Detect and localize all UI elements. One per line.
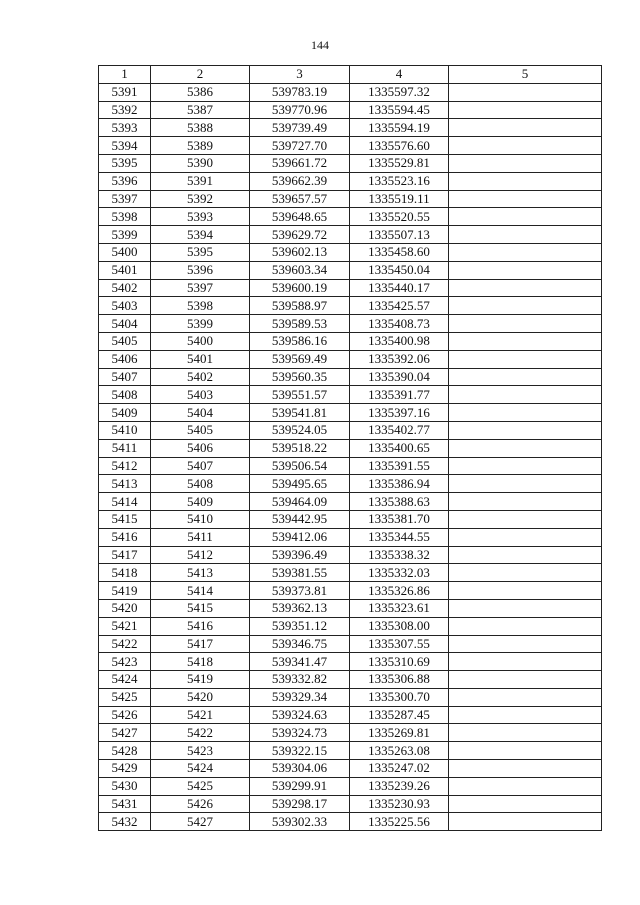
table-cell: 5402	[99, 279, 151, 297]
table-cell: 5409	[151, 493, 250, 511]
table-cell	[449, 742, 602, 760]
table-cell: 5402	[151, 368, 250, 386]
table-cell: 5392	[99, 101, 151, 119]
table-row	[99, 404, 602, 422]
table-cell: 5425	[99, 688, 151, 706]
table-row	[99, 190, 602, 208]
table-row	[99, 760, 602, 778]
table-cell: 539600.19	[250, 279, 350, 297]
table-cell: 5421	[99, 617, 151, 635]
table-row	[99, 368, 602, 386]
table-cell: 1335332.03	[350, 564, 449, 582]
table-cell: 1335391.77	[350, 386, 449, 404]
table-cell: 539495.65	[250, 475, 350, 493]
table-cell: 5400	[99, 243, 151, 261]
table-cell: 539661.72	[250, 154, 350, 172]
table-cell	[449, 332, 602, 350]
table-cell: 1335310.69	[350, 653, 449, 671]
table-cell: 1335529.81	[350, 154, 449, 172]
table-cell	[449, 421, 602, 439]
table-cell: 5396	[99, 172, 151, 190]
table-cell: 5416	[151, 617, 250, 635]
table-cell	[449, 528, 602, 546]
table-cell: 5408	[99, 386, 151, 404]
table-cell	[449, 724, 602, 742]
table-cell: 5407	[99, 368, 151, 386]
table-cell: 5397	[151, 279, 250, 297]
table-cell: 539412.06	[250, 528, 350, 546]
table-row	[99, 635, 602, 653]
table-cell: 5404	[151, 404, 250, 422]
table-cell: 1335307.55	[350, 635, 449, 653]
table-cell: 1335402.77	[350, 421, 449, 439]
table-cell: 539373.81	[250, 582, 350, 600]
table-cell	[449, 208, 602, 226]
table-cell	[449, 813, 602, 831]
table-cell: 539551.57	[250, 386, 350, 404]
table-cell: 539603.34	[250, 261, 350, 279]
table-cell	[449, 386, 602, 404]
table-cell: 539739.49	[250, 119, 350, 137]
table-cell: 539346.75	[250, 635, 350, 653]
table-cell	[449, 760, 602, 778]
table-cell: 5415	[99, 510, 151, 528]
table-cell: 5422	[151, 724, 250, 742]
table-cell	[449, 688, 602, 706]
table-cell	[449, 368, 602, 386]
table-cell	[449, 154, 602, 172]
table-cell: 5427	[99, 724, 151, 742]
table-cell: 5429	[99, 760, 151, 778]
table-cell: 1335594.19	[350, 119, 449, 137]
table-cell: 539351.12	[250, 617, 350, 635]
table-cell: 539341.47	[250, 653, 350, 671]
table-cell: 5399	[151, 315, 250, 333]
column-header: 5	[449, 66, 602, 84]
table-cell	[449, 546, 602, 564]
table-cell: 5425	[151, 777, 250, 795]
column-header: 1	[99, 66, 151, 84]
table-cell: 1335287.45	[350, 706, 449, 724]
table-row	[99, 386, 602, 404]
table-row	[99, 724, 602, 742]
table-cell: 5393	[99, 119, 151, 137]
table-cell: 5411	[99, 439, 151, 457]
table-cell: 5423	[99, 653, 151, 671]
table-cell: 1335263.08	[350, 742, 449, 760]
table-cell: 1335576.60	[350, 137, 449, 155]
table-row	[99, 742, 602, 760]
table-cell: 539518.22	[250, 439, 350, 457]
table-cell: 5389	[151, 137, 250, 155]
table-cell: 5395	[151, 243, 250, 261]
table-cell: 5388	[151, 119, 250, 137]
table-cell: 1335326.86	[350, 582, 449, 600]
table-cell	[449, 119, 602, 137]
table-cell: 1335400.98	[350, 332, 449, 350]
table-cell: 539560.35	[250, 368, 350, 386]
table-cell: 5413	[99, 475, 151, 493]
table-cell: 1335597.32	[350, 83, 449, 101]
table-cell: 1335408.73	[350, 315, 449, 333]
table-cell: 539662.39	[250, 172, 350, 190]
table-cell	[449, 510, 602, 528]
table-cell: 5414	[151, 582, 250, 600]
table-cell: 5393	[151, 208, 250, 226]
table-cell: 539299.91	[250, 777, 350, 795]
table-row	[99, 688, 602, 706]
table-cell: 5406	[99, 350, 151, 368]
table-row	[99, 137, 602, 155]
table-cell: 1335338.32	[350, 546, 449, 564]
table-cell: 539602.13	[250, 243, 350, 261]
table-cell: 5386	[151, 83, 250, 101]
table-cell: 5407	[151, 457, 250, 475]
table-cell: 1335397.16	[350, 404, 449, 422]
table-cell: 1335306.88	[350, 671, 449, 689]
table-cell: 5416	[99, 528, 151, 546]
table-cell: 5414	[99, 493, 151, 511]
table-cell: 539569.49	[250, 350, 350, 368]
table-cell: 539586.16	[250, 332, 350, 350]
table-cell: 5430	[99, 777, 151, 795]
table-cell	[449, 635, 602, 653]
table-cell: 5415	[151, 599, 250, 617]
table-row	[99, 528, 602, 546]
table-cell: 5401	[151, 350, 250, 368]
table-cell: 539524.05	[250, 421, 350, 439]
table-cell	[449, 315, 602, 333]
table-cell: 5398	[99, 208, 151, 226]
table-cell	[449, 404, 602, 422]
table-cell: 1335507.13	[350, 226, 449, 244]
table-row	[99, 653, 602, 671]
table-cell: 539783.19	[250, 83, 350, 101]
table-cell	[449, 564, 602, 582]
table-cell: 539442.95	[250, 510, 350, 528]
table-row	[99, 119, 602, 137]
column-header: 2	[151, 66, 250, 84]
table-row	[99, 777, 602, 795]
table-cell: 1335323.61	[350, 599, 449, 617]
table-cell	[449, 582, 602, 600]
table-cell: 5420	[99, 599, 151, 617]
table-cell	[449, 226, 602, 244]
table-cell	[449, 297, 602, 315]
table-row	[99, 226, 602, 244]
table-row	[99, 582, 602, 600]
table-cell: 539322.15	[250, 742, 350, 760]
table-cell: 539464.09	[250, 493, 350, 511]
table-row	[99, 208, 602, 226]
table-cell: 1335344.55	[350, 528, 449, 546]
table-row	[99, 564, 602, 582]
table-cell: 5391	[99, 83, 151, 101]
table-cell: 539629.72	[250, 226, 350, 244]
table-cell	[449, 475, 602, 493]
table-cell: 1335388.63	[350, 493, 449, 511]
table-cell: 539648.65	[250, 208, 350, 226]
table-cell	[449, 706, 602, 724]
table-cell: 5403	[151, 386, 250, 404]
table-cell: 539541.81	[250, 404, 350, 422]
table-cell: 1335230.93	[350, 795, 449, 813]
table-cell	[449, 243, 602, 261]
table-cell: 539324.63	[250, 706, 350, 724]
table-cell: 5426	[151, 795, 250, 813]
table-cell: 5391	[151, 172, 250, 190]
table-row	[99, 439, 602, 457]
table-row	[99, 510, 602, 528]
table-cell: 1335519.11	[350, 190, 449, 208]
table-cell: 539302.33	[250, 813, 350, 831]
table-row	[99, 599, 602, 617]
table-cell: 1335520.55	[350, 208, 449, 226]
table-cell: 5406	[151, 439, 250, 457]
table-row	[99, 350, 602, 368]
table-cell: 1335390.04	[350, 368, 449, 386]
coordinates-table	[98, 65, 602, 831]
table-cell: 1335308.00	[350, 617, 449, 635]
table-cell: 539657.57	[250, 190, 350, 208]
table-cell: 5397	[99, 190, 151, 208]
table-cell	[449, 83, 602, 101]
table-cell: 539329.34	[250, 688, 350, 706]
table-row	[99, 101, 602, 119]
table-cell: 1335247.02	[350, 760, 449, 778]
table-cell: 5390	[151, 154, 250, 172]
table-cell: 5412	[151, 546, 250, 564]
table-row	[99, 421, 602, 439]
table-row	[99, 315, 602, 333]
table-cell: 1335300.70	[350, 688, 449, 706]
table-cell: 1335391.55	[350, 457, 449, 475]
table-cell: 1335386.94	[350, 475, 449, 493]
table-cell: 1335523.16	[350, 172, 449, 190]
table-cell: 1335269.81	[350, 724, 449, 742]
table-cell: 5426	[99, 706, 151, 724]
table-row	[99, 457, 602, 475]
table-cell: 5387	[151, 101, 250, 119]
table-row	[99, 546, 602, 564]
table-cell: 539324.73	[250, 724, 350, 742]
table-row	[99, 243, 602, 261]
table-cell	[449, 671, 602, 689]
table-cell: 5423	[151, 742, 250, 760]
column-header: 3	[250, 66, 350, 84]
table-cell: 5392	[151, 190, 250, 208]
table-cell: 5424	[151, 760, 250, 778]
table-cell: 5394	[99, 137, 151, 155]
table-cell: 5399	[99, 226, 151, 244]
column-header: 4	[350, 66, 449, 84]
table-cell: 5419	[99, 582, 151, 600]
table-row	[99, 671, 602, 689]
table-cell: 1335450.04	[350, 261, 449, 279]
table-cell: 539589.53	[250, 315, 350, 333]
table-cell: 5422	[99, 635, 151, 653]
table-cell: 5398	[151, 297, 250, 315]
table-cell: 1335425.57	[350, 297, 449, 315]
table-cell	[449, 137, 602, 155]
table-cell: 5428	[99, 742, 151, 760]
table-cell: 5420	[151, 688, 250, 706]
table-cell: 5412	[99, 457, 151, 475]
table-cell: 5410	[151, 510, 250, 528]
table-cell: 1335400.65	[350, 439, 449, 457]
table-cell: 1335381.70	[350, 510, 449, 528]
page-number: 144	[311, 38, 329, 52]
table-row	[99, 475, 602, 493]
table-cell: 5405	[99, 332, 151, 350]
table-cell: 539332.82	[250, 671, 350, 689]
table-cell: 5418	[151, 653, 250, 671]
table-cell: 5396	[151, 261, 250, 279]
table-row	[99, 617, 602, 635]
table-row	[99, 172, 602, 190]
table-cell: 5394	[151, 226, 250, 244]
table-cell	[449, 279, 602, 297]
table-cell	[449, 101, 602, 119]
table-cell: 5417	[99, 546, 151, 564]
table-cell: 5418	[99, 564, 151, 582]
table-row	[99, 279, 602, 297]
table-cell: 1335458.60	[350, 243, 449, 261]
table-cell: 539770.96	[250, 101, 350, 119]
table-cell: 1335392.06	[350, 350, 449, 368]
table-cell: 539506.54	[250, 457, 350, 475]
table-cell: 5410	[99, 421, 151, 439]
table-cell	[449, 172, 602, 190]
table-cell: 5424	[99, 671, 151, 689]
table-cell: 5427	[151, 813, 250, 831]
table-cell: 539298.17	[250, 795, 350, 813]
table-row	[99, 795, 602, 813]
table-cell: 5421	[151, 706, 250, 724]
table-header-row	[99, 66, 602, 84]
table-cell: 5419	[151, 671, 250, 689]
table-cell: 539588.97	[250, 297, 350, 315]
table-cell: 1335225.56	[350, 813, 449, 831]
table-cell: 5413	[151, 564, 250, 582]
table-cell: 539396.49	[250, 546, 350, 564]
table-cell: 5395	[99, 154, 151, 172]
table-cell	[449, 439, 602, 457]
table-cell: 5401	[99, 261, 151, 279]
table-cell: 5405	[151, 421, 250, 439]
table-cell: 5408	[151, 475, 250, 493]
table-cell	[449, 350, 602, 368]
table-row	[99, 332, 602, 350]
table-cell: 1335440.17	[350, 279, 449, 297]
table-cell	[449, 777, 602, 795]
table-cell	[449, 617, 602, 635]
table-cell: 1335239.26	[350, 777, 449, 795]
table-cell: 5400	[151, 332, 250, 350]
table-cell: 5411	[151, 528, 250, 546]
table-row	[99, 297, 602, 315]
table-row	[99, 154, 602, 172]
table-cell	[449, 261, 602, 279]
table-cell: 5403	[99, 297, 151, 315]
table-cell: 5431	[99, 795, 151, 813]
table-row	[99, 261, 602, 279]
table-cell: 539381.55	[250, 564, 350, 582]
table-cell	[449, 653, 602, 671]
table-cell	[449, 493, 602, 511]
table-row	[99, 706, 602, 724]
table-cell	[449, 190, 602, 208]
table-cell: 1335594.45	[350, 101, 449, 119]
table-cell	[449, 795, 602, 813]
table-cell: 5417	[151, 635, 250, 653]
table-cell: 5404	[99, 315, 151, 333]
table-body	[99, 83, 602, 830]
table-cell: 5432	[99, 813, 151, 831]
table-row	[99, 493, 602, 511]
table-cell	[449, 457, 602, 475]
table-row	[99, 813, 602, 831]
table-cell: 539304.06	[250, 760, 350, 778]
table-cell	[449, 599, 602, 617]
table-row	[99, 83, 602, 101]
table-cell: 539362.13	[250, 599, 350, 617]
table-cell: 539727.70	[250, 137, 350, 155]
table-cell: 5409	[99, 404, 151, 422]
